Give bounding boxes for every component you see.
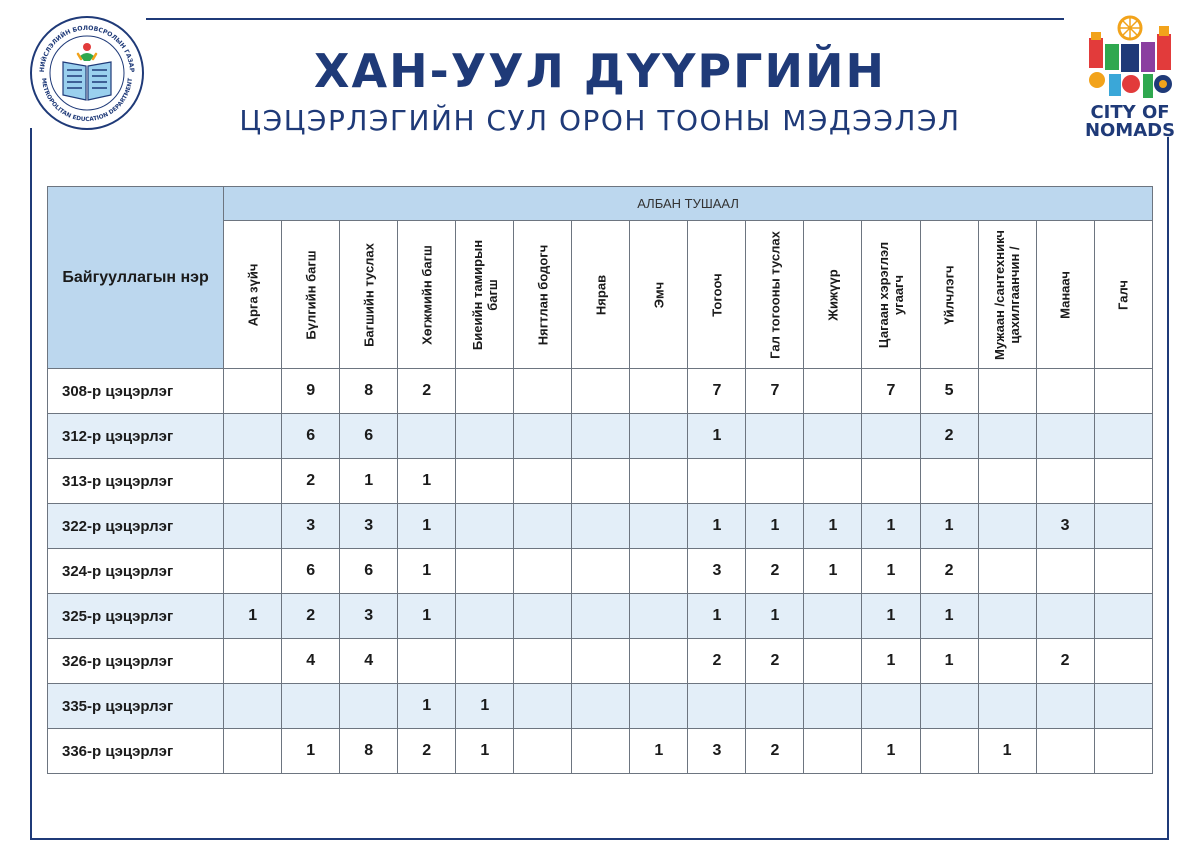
- vacancy-count-cell: [804, 459, 862, 504]
- page-subtitle: ЦЭЦЭРЛЭГИЙН СУЛ ОРОН ТООНЫ МЭДЭЭЛЭЛ: [239, 104, 961, 137]
- vacancy-count-cell: [572, 639, 630, 684]
- position-header: [862, 221, 920, 369]
- vacancy-count-cell: [456, 549, 514, 594]
- org-name-cell: 322-р цэцэрлэг: [48, 504, 224, 549]
- vacancy-count-cell: [514, 594, 572, 639]
- vacancy-count-cell: [746, 459, 804, 504]
- vacancy-count-cell: [1094, 684, 1152, 729]
- vacancy-count-cell: 1: [746, 504, 804, 549]
- vacancy-count-cell: 1: [862, 729, 920, 774]
- position-header: [456, 221, 514, 369]
- vacancy-count-cell: 1: [920, 594, 978, 639]
- page-title: ХАН-УУЛ ДҮҮРГИЙН: [314, 44, 886, 98]
- vacancy-count-cell: 3: [340, 504, 398, 549]
- position-header: [514, 221, 572, 369]
- org-name-cell: 335-р цэцэрлэг: [48, 684, 224, 729]
- vacancy-count-cell: [1094, 414, 1152, 459]
- table-row: [48, 639, 1153, 684]
- vacancy-count-cell: 7: [746, 369, 804, 414]
- org-name-cell: 313-р цэцэрлэг: [48, 459, 224, 504]
- vacancy-count-cell: [804, 594, 862, 639]
- vacancy-count-cell: [630, 369, 688, 414]
- vacancy-count-cell: [572, 504, 630, 549]
- vacancy-count-cell: [804, 639, 862, 684]
- vacancy-count-cell: [572, 729, 630, 774]
- vacancy-count-cell: 6: [282, 549, 340, 594]
- table-row: [48, 549, 1153, 594]
- vacancy-count-cell: [630, 639, 688, 684]
- position-header: [398, 221, 456, 369]
- position-header-label: Манаач: [1057, 270, 1073, 319]
- vacancy-count-cell: [340, 684, 398, 729]
- position-header: [572, 221, 630, 369]
- vacancy-count-cell: [456, 414, 514, 459]
- vacancy-count-cell: 2: [920, 414, 978, 459]
- table-body: [48, 369, 1153, 774]
- vacancy-count-cell: [862, 459, 920, 504]
- vacancy-count-cell: [1036, 369, 1094, 414]
- vacancy-count-cell: [978, 459, 1036, 504]
- vacancy-count-cell: [1036, 414, 1094, 459]
- position-header-label: Цагаан хэрэглэл угаагч: [875, 241, 906, 348]
- table-row: [48, 729, 1153, 774]
- vacancy-count-cell: [398, 639, 456, 684]
- education-department-emblem: [28, 14, 146, 132]
- vacancy-count-cell: 1: [398, 684, 456, 729]
- logo-text-line2: NOMADS: [1084, 120, 1176, 141]
- position-header: [630, 221, 688, 369]
- position-header-label: Биеийн тамирын багш: [469, 239, 500, 350]
- vacancy-count-cell: [1094, 594, 1152, 639]
- vacancy-count-cell: 2: [746, 639, 804, 684]
- vacancy-count-cell: [978, 549, 1036, 594]
- vacancy-count-cell: [630, 414, 688, 459]
- vacancy-count-cell: 2: [688, 639, 746, 684]
- city-illustration-icon: [1085, 14, 1175, 100]
- vacancy-count-cell: [978, 639, 1036, 684]
- vacancy-count-cell: [978, 504, 1036, 549]
- vacancy-count-cell: 6: [282, 414, 340, 459]
- vacancy-count-cell: [804, 369, 862, 414]
- vacancy-count-cell: [514, 549, 572, 594]
- vacancy-count-cell: [224, 729, 282, 774]
- position-group-header: АЛБАН ТУШААЛ: [224, 187, 1153, 221]
- position-header: [224, 221, 282, 369]
- vacancy-count-cell: [920, 729, 978, 774]
- table-row: [48, 594, 1153, 639]
- vacancy-count-cell: [514, 684, 572, 729]
- vacancy-count-cell: [572, 594, 630, 639]
- vacancy-count-cell: 1: [862, 504, 920, 549]
- vacancy-count-cell: [224, 504, 282, 549]
- vacancy-count-cell: [630, 549, 688, 594]
- vacancy-count-cell: [804, 729, 862, 774]
- vacancy-count-cell: [398, 414, 456, 459]
- vacancy-count-cell: 8: [340, 369, 398, 414]
- vacancy-count-cell: 2: [746, 729, 804, 774]
- svg-text:METROPOLITAN EDUCATION DEPARTM: METROPOLITAN EDUCATION DEPARTMENT: [39, 77, 134, 124]
- position-header-label: Жижүүр: [825, 268, 841, 321]
- position-header: [804, 221, 862, 369]
- vacancy-count-cell: [862, 684, 920, 729]
- org-name-cell: 308-р цэцэрлэг: [48, 369, 224, 414]
- position-header-label: Гал тогооны туслах: [767, 230, 783, 359]
- vacancy-count-cell: [1094, 459, 1152, 504]
- vacancy-count-cell: [630, 684, 688, 729]
- vacancy-count-cell: [1036, 729, 1094, 774]
- vacancy-count-cell: 3: [340, 594, 398, 639]
- vacancy-count-cell: [514, 414, 572, 459]
- vacancy-count-cell: 2: [1036, 639, 1094, 684]
- vacancy-count-cell: [282, 684, 340, 729]
- vacancy-count-cell: [572, 684, 630, 729]
- vacancy-count-cell: 7: [688, 369, 746, 414]
- vacancy-count-cell: 6: [340, 549, 398, 594]
- vacancy-count-cell: 1: [978, 729, 1036, 774]
- vacancy-count-cell: 1: [688, 504, 746, 549]
- position-header-label: Галч: [1115, 279, 1131, 310]
- city-of-nomads-logo: [1075, 12, 1185, 141]
- vacancy-count-cell: [224, 639, 282, 684]
- vacancy-count-cell: 1: [398, 549, 456, 594]
- vacancy-count-cell: [804, 414, 862, 459]
- org-name-cell: 336-р цэцэрлэг: [48, 729, 224, 774]
- vacancy-count-cell: 1: [398, 594, 456, 639]
- vacancy-count-cell: [456, 594, 514, 639]
- table-row: [48, 369, 1153, 414]
- vacancy-count-cell: [1094, 549, 1152, 594]
- vacancy-count-cell: [978, 414, 1036, 459]
- vacancy-count-cell: 1: [398, 459, 456, 504]
- frame-left-line: [30, 128, 32, 840]
- org-name-cell: 326-р цэцэрлэг: [48, 639, 224, 684]
- table-row: [48, 459, 1153, 504]
- vacancy-count-cell: [1036, 459, 1094, 504]
- vacancy-count-cell: 1: [746, 594, 804, 639]
- vacancy-count-cell: [1094, 504, 1152, 549]
- vacancy-count-cell: [572, 414, 630, 459]
- position-header: [1036, 221, 1094, 369]
- vacancy-count-cell: [920, 684, 978, 729]
- vacancy-count-cell: [224, 549, 282, 594]
- position-header-label: Үйлчлэгч: [941, 264, 957, 325]
- vacancy-count-cell: 1: [804, 549, 862, 594]
- position-header-label: Бүлгийн багш: [303, 249, 319, 340]
- org-name-cell: 324-р цэцэрлэг: [48, 549, 224, 594]
- vacancy-count-cell: 1: [398, 504, 456, 549]
- vacancy-count-cell: [804, 684, 862, 729]
- vacancy-count-cell: 3: [688, 549, 746, 594]
- vacancy-count-cell: [1036, 549, 1094, 594]
- vacancy-count-cell: 8: [340, 729, 398, 774]
- position-header-label: Багшийн туслах: [361, 242, 377, 347]
- vacancy-count-cell: [224, 414, 282, 459]
- position-header: [688, 221, 746, 369]
- vacancy-count-cell: [572, 549, 630, 594]
- vacancy-count-cell: 9: [282, 369, 340, 414]
- vacancy-count-cell: [630, 594, 688, 639]
- vacancy-count-cell: 2: [282, 594, 340, 639]
- position-header-label: Хөгжмийн багш: [419, 244, 435, 345]
- vacancy-count-cell: [688, 459, 746, 504]
- vacancy-count-cell: 1: [920, 504, 978, 549]
- vacancy-count-cell: 1: [688, 414, 746, 459]
- position-header: [746, 221, 804, 369]
- table-header: [48, 187, 1153, 369]
- vacancy-count-cell: 1: [456, 684, 514, 729]
- vacancy-count-cell: 2: [746, 549, 804, 594]
- vacancy-count-cell: 4: [282, 639, 340, 684]
- frame-bottom-line: [30, 838, 1169, 840]
- vacancy-count-cell: [746, 684, 804, 729]
- vacancy-count-cell: 7: [862, 369, 920, 414]
- position-header: [340, 221, 398, 369]
- vacancy-count-cell: 2: [398, 369, 456, 414]
- vacancy-count-cell: [456, 459, 514, 504]
- vacancy-table: [47, 186, 1153, 774]
- vacancy-count-cell: [1094, 639, 1152, 684]
- org-column-header: Байгууллагын нэр: [48, 187, 224, 369]
- vacancy-count-cell: [746, 414, 804, 459]
- vacancy-count-cell: [572, 369, 630, 414]
- position-header-label: Эмч: [651, 281, 667, 308]
- vacancy-count-cell: 1: [688, 594, 746, 639]
- vacancy-count-cell: [1036, 684, 1094, 729]
- vacancy-count-cell: [514, 504, 572, 549]
- vacancy-count-cell: 1: [862, 549, 920, 594]
- position-header: [1094, 221, 1152, 369]
- vacancy-count-cell: 3: [688, 729, 746, 774]
- table-row: [48, 504, 1153, 549]
- org-name-cell: 325-р цэцэрлэг: [48, 594, 224, 639]
- vacancy-count-cell: [514, 639, 572, 684]
- logo-text-line1: CITY OF: [1090, 102, 1170, 123]
- vacancy-count-cell: [224, 684, 282, 729]
- vacancy-count-cell: 1: [224, 594, 282, 639]
- vacancy-count-cell: 1: [862, 594, 920, 639]
- vacancy-count-cell: [978, 684, 1036, 729]
- position-header-label: Тогооч: [709, 272, 725, 317]
- vacancy-count-cell: [978, 594, 1036, 639]
- position-header-label: Нярав: [593, 274, 609, 315]
- vacancy-count-cell: 1: [862, 639, 920, 684]
- frame-top-line: [146, 18, 1064, 20]
- vacancy-count-cell: [630, 459, 688, 504]
- position-header: [978, 221, 1036, 369]
- table-row: [48, 414, 1153, 459]
- vacancy-count-cell: 1: [630, 729, 688, 774]
- vacancy-count-cell: [1036, 594, 1094, 639]
- vacancy-count-cell: [688, 684, 746, 729]
- vacancy-count-cell: 1: [340, 459, 398, 504]
- position-header-label: Нягтлан бодогч: [535, 244, 551, 345]
- position-header: [920, 221, 978, 369]
- vacancy-count-cell: [456, 639, 514, 684]
- vacancy-count-cell: 3: [1036, 504, 1094, 549]
- vacancy-count-cell: 6: [340, 414, 398, 459]
- vacancy-count-cell: [920, 459, 978, 504]
- vacancy-count-cell: [224, 369, 282, 414]
- position-header-label: Арга зүйч: [245, 263, 261, 326]
- vacancy-count-cell: [1094, 369, 1152, 414]
- vacancy-count-cell: 1: [282, 729, 340, 774]
- vacancy-count-cell: [456, 369, 514, 414]
- vacancy-count-cell: 4: [340, 639, 398, 684]
- vacancy-count-cell: [456, 504, 514, 549]
- vacancy-count-cell: [862, 414, 920, 459]
- vacancy-count-cell: [1094, 729, 1152, 774]
- frame-right-line: [1167, 128, 1169, 840]
- vacancy-count-cell: [630, 504, 688, 549]
- vacancy-count-cell: 1: [920, 639, 978, 684]
- vacancy-count-cell: [572, 459, 630, 504]
- svg-text:НИЙСЛЭЛИЙН БОЛОВСРОЛЫН ГАЗАР: НИЙСЛЭЛИЙН БОЛОВСРОЛЫН ГАЗАР: [38, 24, 136, 73]
- position-header: [282, 221, 340, 369]
- table-row: [48, 684, 1153, 729]
- vacancy-count-cell: 2: [920, 549, 978, 594]
- vacancy-count-cell: 3: [282, 504, 340, 549]
- vacancy-count-cell: 1: [456, 729, 514, 774]
- vacancy-count-cell: 2: [398, 729, 456, 774]
- vacancy-count-cell: [224, 459, 282, 504]
- position-header-label: Мужаан /сантехникч цахилгаанчин /: [992, 229, 1023, 360]
- vacancy-count-cell: [978, 369, 1036, 414]
- vacancy-count-cell: 2: [282, 459, 340, 504]
- vacancy-count-cell: [514, 459, 572, 504]
- vacancy-count-cell: [514, 369, 572, 414]
- org-name-cell: 312-р цэцэрлэг: [48, 414, 224, 459]
- vacancy-count-cell: [514, 729, 572, 774]
- vacancy-count-cell: 5: [920, 369, 978, 414]
- vacancy-count-cell: 1: [804, 504, 862, 549]
